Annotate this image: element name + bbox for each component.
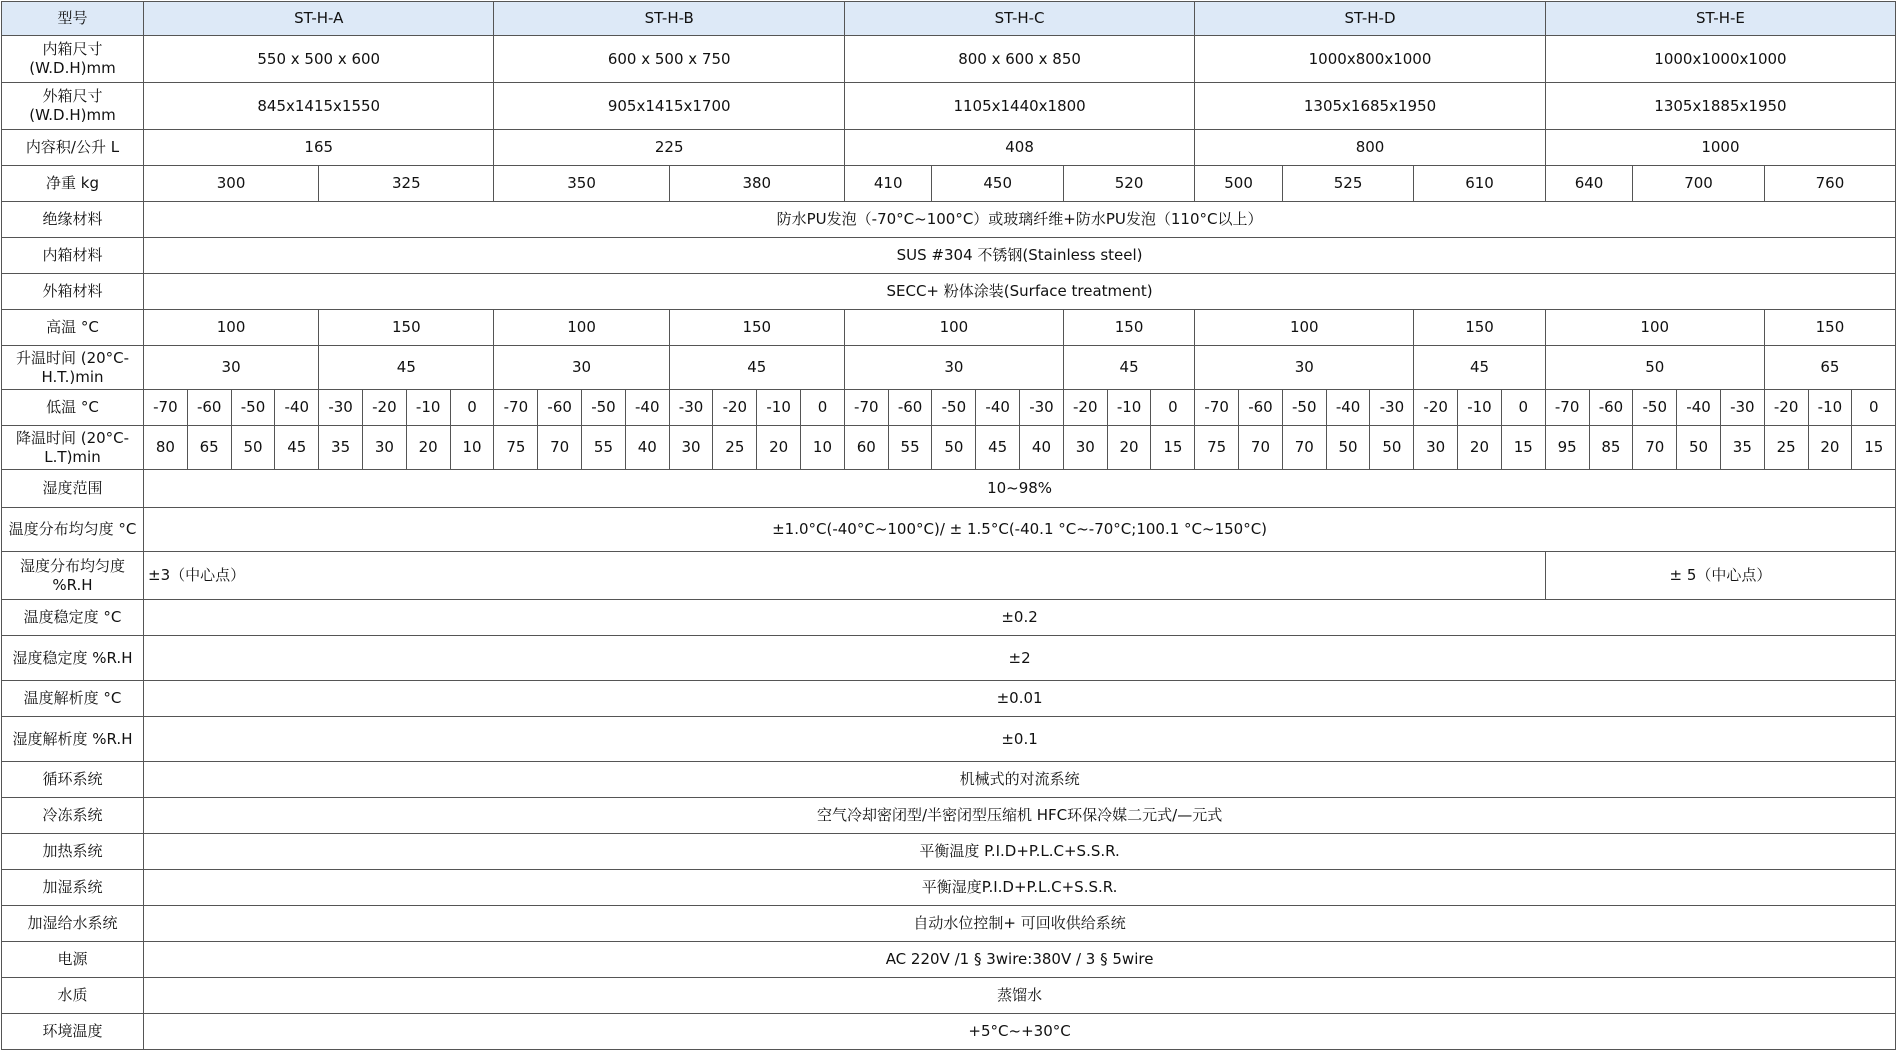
cell: 75 — [1195, 426, 1239, 470]
row-high-temp — [2, 310, 1896, 346]
cell: 60 — [844, 426, 888, 470]
cell: 30 — [362, 426, 406, 470]
cell: 50 — [1370, 426, 1414, 470]
row-humid-stability — [2, 636, 1896, 681]
cell: 800 — [1195, 130, 1545, 166]
cell: 95 — [1545, 426, 1589, 470]
row-weight — [2, 166, 1896, 202]
cell: 165 — [144, 130, 494, 166]
row-label: 环境温度 — [2, 1014, 144, 1050]
row-temp-resolution — [2, 681, 1896, 717]
cell: -20 — [362, 390, 406, 426]
cell: 30 — [1414, 426, 1458, 470]
row-label: 内箱材料 — [2, 238, 144, 274]
row-label: 温度解析度 °C — [2, 681, 144, 717]
cell: 520 — [1063, 166, 1194, 202]
row-label: 内容积/公升 L — [2, 130, 144, 166]
cell: 1105x1440x1800 — [844, 83, 1194, 130]
cell: 70 — [1239, 426, 1283, 470]
cell: 15 — [1501, 426, 1545, 470]
row-temp-stability — [2, 600, 1896, 636]
cell: 500 — [1195, 166, 1283, 202]
cell: -10 — [1808, 390, 1852, 426]
cell: SECC+ 粉体涂装(Surface treatment) — [144, 274, 1896, 310]
cell: ±0.01 — [144, 681, 1896, 717]
model-st-h-c: ST-H-C — [844, 2, 1194, 36]
cell: ±2 — [144, 636, 1896, 681]
cell: 10 — [801, 426, 845, 470]
row-humidifying — [2, 870, 1896, 906]
cell: 30 — [1063, 426, 1107, 470]
row-low-temp — [2, 390, 1896, 426]
row-label: 高温 °C — [2, 310, 144, 346]
cell: 550 x 500 x 600 — [144, 36, 494, 83]
cell: 100 — [494, 310, 669, 346]
cell: 20 — [406, 426, 450, 470]
cell: 50 — [1326, 426, 1370, 470]
cell: 15 — [1852, 426, 1896, 470]
row-label: 外箱材料 — [2, 274, 144, 310]
row-label: 绝缘材料 — [2, 202, 144, 238]
cell: 0 — [801, 390, 845, 426]
row-label: 外箱尺寸 (W.D.H)mm — [2, 83, 144, 130]
row-label: 湿度解析度 %R.H — [2, 717, 144, 762]
row-power — [2, 942, 1896, 978]
cell: 800 x 600 x 850 — [844, 36, 1194, 83]
cell: -50 — [1282, 390, 1326, 426]
row-label: 电源 — [2, 942, 144, 978]
cell: -50 — [932, 390, 976, 426]
cell: 40 — [1020, 426, 1064, 470]
cell: 50 — [1545, 346, 1764, 390]
cell: 525 — [1282, 166, 1413, 202]
cell: 50 — [231, 426, 275, 470]
cell: -30 — [1020, 390, 1064, 426]
cell: -70 — [844, 390, 888, 426]
cell: 空气冷却密闭型/半密闭型压缩机 HFC环保冷媒二元式/—元式 — [144, 798, 1896, 834]
cell: -20 — [1764, 390, 1808, 426]
cell: 100 — [1545, 310, 1764, 346]
cell: 1305x1885x1950 — [1545, 83, 1895, 130]
cell: 100 — [1195, 310, 1414, 346]
cell: 蒸馏水 — [144, 978, 1896, 1014]
cell: 65 — [1764, 346, 1895, 390]
row-water-supply — [2, 906, 1896, 942]
row-label: 低温 °C — [2, 390, 144, 426]
cell: -40 — [275, 390, 319, 426]
cell: 45 — [1414, 346, 1545, 390]
cell: -40 — [1326, 390, 1370, 426]
cell: 75 — [494, 426, 538, 470]
row-humidity-range — [2, 470, 1896, 508]
cell: 45 — [319, 346, 494, 390]
cell: 100 — [844, 310, 1063, 346]
cell: -50 — [231, 390, 275, 426]
cell: 70 — [538, 426, 582, 470]
cell: 平衡湿度P.I.D+P.L.C+S.S.R. — [144, 870, 1896, 906]
row-label: 冷冻系统 — [2, 798, 144, 834]
cell: ±3（中心点） — [144, 552, 1546, 600]
cell: 自动水位控制+ 可回收供给系统 — [144, 906, 1896, 942]
cell: 45 — [669, 346, 844, 390]
cell: -20 — [1414, 390, 1458, 426]
cell: -70 — [1195, 390, 1239, 426]
cell: 防水PU发泡（-70°C~100°C）或玻璃纤维+防水PU发泡（110°C以上） — [144, 202, 1896, 238]
row-inner-size — [2, 36, 1896, 83]
cell: 20 — [757, 426, 801, 470]
cell: 0 — [1852, 390, 1896, 426]
cell: -20 — [1063, 390, 1107, 426]
cell: -50 — [582, 390, 626, 426]
header-row — [2, 2, 1896, 36]
cell: 0 — [1501, 390, 1545, 426]
cell: 150 — [1414, 310, 1545, 346]
model-st-h-a: ST-H-A — [144, 2, 494, 36]
row-label: 加湿给水系统 — [2, 906, 144, 942]
row-label: 温度分布均匀度 °C — [2, 508, 144, 552]
cell: 610 — [1414, 166, 1545, 202]
row-cool-time — [2, 426, 1896, 470]
cell: 70 — [1633, 426, 1677, 470]
row-humid-resolution — [2, 717, 1896, 762]
cell: -10 — [757, 390, 801, 426]
cell: 25 — [713, 426, 757, 470]
cell: 408 — [844, 130, 1194, 166]
row-water-quality — [2, 978, 1896, 1014]
header-label: 型号 — [2, 2, 144, 36]
cell: -70 — [1545, 390, 1589, 426]
model-st-h-e: ST-H-E — [1545, 2, 1895, 36]
cell: 30 — [144, 346, 319, 390]
row-label: 湿度范围 — [2, 470, 144, 508]
cell: 845x1415x1550 — [144, 83, 494, 130]
cell: 150 — [669, 310, 844, 346]
row-inner-material — [2, 238, 1896, 274]
row-heat-time — [2, 346, 1896, 390]
model-st-h-d: ST-H-D — [1195, 2, 1545, 36]
row-outer-material — [2, 274, 1896, 310]
cell: 30 — [1195, 346, 1414, 390]
cell: 1000x800x1000 — [1195, 36, 1545, 83]
cell: -60 — [1589, 390, 1633, 426]
cell: 700 — [1633, 166, 1764, 202]
cell: 905x1415x1700 — [494, 83, 844, 130]
cell: -30 — [319, 390, 363, 426]
row-label: 净重 kg — [2, 166, 144, 202]
cell: 100 — [144, 310, 319, 346]
row-label: 湿度分布均匀度 %R.H — [2, 552, 144, 600]
cell: -10 — [1458, 390, 1502, 426]
cell: ± 5（中心点） — [1545, 552, 1895, 600]
cell: 10 — [450, 426, 494, 470]
cell: 50 — [932, 426, 976, 470]
cell: 45 — [1063, 346, 1194, 390]
cell: -20 — [713, 390, 757, 426]
cell: 30 — [494, 346, 669, 390]
cell: -40 — [625, 390, 669, 426]
row-label: 升温时间 (20°C-H.T.)min — [2, 346, 144, 390]
row-label: 加湿系统 — [2, 870, 144, 906]
cell: 380 — [669, 166, 844, 202]
cell: 85 — [1589, 426, 1633, 470]
cell: -60 — [187, 390, 231, 426]
cell: 20 — [1458, 426, 1502, 470]
cell: -60 — [888, 390, 932, 426]
row-temp-uniformity — [2, 508, 1896, 552]
cell: 55 — [888, 426, 932, 470]
cell: -70 — [494, 390, 538, 426]
spec-table — [1, 1, 1896, 1050]
cell: 600 x 500 x 750 — [494, 36, 844, 83]
row-label: 温度稳定度 °C — [2, 600, 144, 636]
cell: 0 — [450, 390, 494, 426]
cell: 20 — [1107, 426, 1151, 470]
cell: 机械式的对流系统 — [144, 762, 1896, 798]
row-label: 湿度稳定度 %R.H — [2, 636, 144, 681]
cell: 1000 — [1545, 130, 1895, 166]
cell: -30 — [1720, 390, 1764, 426]
row-humid-uniformity — [2, 552, 1896, 600]
cell: 15 — [1151, 426, 1195, 470]
cell: 1305x1685x1950 — [1195, 83, 1545, 130]
row-volume — [2, 130, 1896, 166]
cell: 45 — [976, 426, 1020, 470]
row-circulation — [2, 762, 1896, 798]
cell: 150 — [319, 310, 494, 346]
cell: -40 — [976, 390, 1020, 426]
cell: 450 — [932, 166, 1063, 202]
cell: 325 — [319, 166, 494, 202]
cell: 0 — [1151, 390, 1195, 426]
cell: 70 — [1282, 426, 1326, 470]
cell: -10 — [1107, 390, 1151, 426]
cell: 150 — [1063, 310, 1194, 346]
cell: -30 — [1370, 390, 1414, 426]
cell: +5°C~+30°C — [144, 1014, 1896, 1050]
row-label: 循环系统 — [2, 762, 144, 798]
cell: 40 — [625, 426, 669, 470]
cell: 410 — [844, 166, 932, 202]
row-label: 降温时间 (20°C-L.T)min — [2, 426, 144, 470]
cell: -60 — [1239, 390, 1283, 426]
cell: ±0.2 — [144, 600, 1896, 636]
model-st-h-b: ST-H-B — [494, 2, 844, 36]
cell: 760 — [1764, 166, 1895, 202]
cell: 225 — [494, 130, 844, 166]
cell: -30 — [669, 390, 713, 426]
cell: 55 — [582, 426, 626, 470]
row-label: 水质 — [2, 978, 144, 1014]
cell: -50 — [1633, 390, 1677, 426]
cell: ±1.0°C(-40°C~100°C)/ ± 1.5°C(-40.1 °C~-70°C;100.1 °C~150°C) — [144, 508, 1896, 552]
cell: 1000x1000x1000 — [1545, 36, 1895, 83]
cell: -40 — [1677, 390, 1721, 426]
cell: 80 — [144, 426, 188, 470]
row-refrigeration — [2, 798, 1896, 834]
cell: -70 — [144, 390, 188, 426]
cell: ±0.1 — [144, 717, 1896, 762]
row-heating — [2, 834, 1896, 870]
row-insulation — [2, 202, 1896, 238]
cell: -60 — [538, 390, 582, 426]
cell: 35 — [1720, 426, 1764, 470]
cell: 50 — [1677, 426, 1721, 470]
row-label: 内箱尺寸 (W.D.H)mm — [2, 36, 144, 83]
cell: 10~98% — [144, 470, 1896, 508]
cell: 平衡温度 P.I.D+P.L.C+S.S.R. — [144, 834, 1896, 870]
cell: 150 — [1764, 310, 1895, 346]
cell: SUS #304 不锈钢(Stainless steel) — [144, 238, 1896, 274]
cell: 20 — [1808, 426, 1852, 470]
cell: AC 220V /1 § 3wire:380V / 3 § 5wire — [144, 942, 1896, 978]
row-label: 加热系统 — [2, 834, 144, 870]
cell: 30 — [669, 426, 713, 470]
cell: 350 — [494, 166, 669, 202]
cell: 65 — [187, 426, 231, 470]
cell: 45 — [275, 426, 319, 470]
cell: -10 — [406, 390, 450, 426]
cell: 300 — [144, 166, 319, 202]
row-ambient-temp — [2, 1014, 1896, 1050]
cell: 30 — [844, 346, 1063, 390]
cell: 640 — [1545, 166, 1633, 202]
cell: 35 — [319, 426, 363, 470]
cell: 25 — [1764, 426, 1808, 470]
row-outer-size — [2, 83, 1896, 130]
